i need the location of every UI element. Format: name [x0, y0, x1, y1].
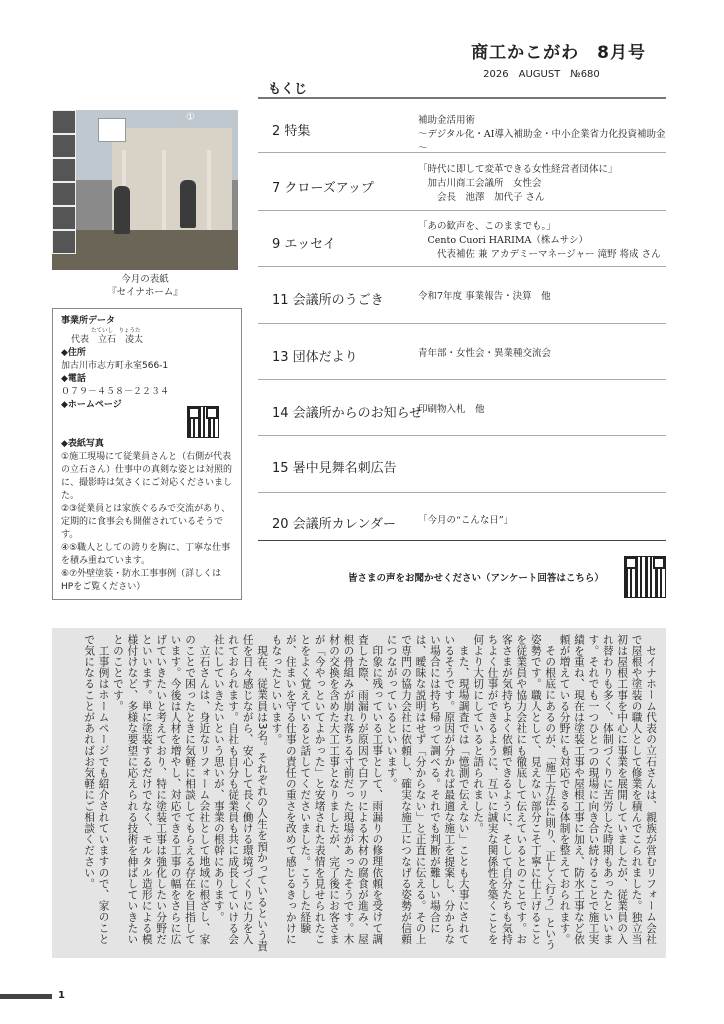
- toc-desc: 青年部・女性会・異業種交流会: [418, 348, 552, 359]
- photo-note: ⑥⑦外壁塗装・防水工事事例（詳しくはHPをご覧ください）: [61, 569, 222, 592]
- toc-row[interactable]: [258, 211, 666, 267]
- photo-note: ①施工現場にて従業員さんと（右側が代表の立石さん）仕事中の真剣な姿とは対照的に、撮影時は気さくにご対応くださいました。: [61, 452, 233, 501]
- address-heading: ◆住所: [61, 348, 86, 358]
- toc-desc: 「時代に即して変革できる女性経営者団体に」 加古川商工会議所 女性会 会長 池澤 加代子 さん: [418, 164, 618, 203]
- photo-notes-heading: ◆表紙写真: [61, 439, 104, 449]
- toc-section: 11 会議所のうごき: [272, 293, 384, 308]
- article-paragraph: セイナホーム代表の立石さんは、親族が営むリフォーム会社で屋根や塗装の職人として修業を積んでこられました。独立当初は屋根工事を中心に事業を展開していましたが、従業員の入れ替わりも多く、体制づくりに苦労した時期もあったといいます。それでも一つひとつの現場に向き合い続けることで施工実績を重ね、現在は塗装工事や屋根工事に加え、防水工事など依頼が増えている分野にも対応できる体制を整えておられます。: [558, 634, 657, 945]
- table-of-contents: [258, 100, 666, 547]
- representative: 代表 立石 凌太: [71, 335, 144, 345]
- toc-desc: 「あの歓声を、このままでも。」 Cento Cuori HARIMA（株ムサシ） 代表補佐 兼 アカデミーマネージャー 滝野 将成 さん: [418, 221, 661, 260]
- article-paragraph: その根底にあるのが、「施工方法に則り、正しく行う」という姿勢です。職人として、見えない部分こそ丁寧に仕上げることを従業員や協力会社にも徹底して伝えているとのことです。お客さまが気持ちよく依頼できるように、そして自分たちも気持ちよく仕事ができるように、互いに誠実な関係性を築くことを何より大切にしていると語られました。: [472, 634, 557, 951]
- toc-section: 2 特集: [272, 124, 311, 139]
- toc-desc: 「今月の“こんな日”」: [418, 515, 514, 526]
- toc-bottom-rule: [258, 540, 666, 541]
- phone-number: ０７９－４５８－２２３４: [61, 387, 170, 397]
- toc-section: 7 クローズアップ: [272, 181, 374, 196]
- toc-row[interactable]: [258, 324, 666, 380]
- photo-note: ②③従業員とは家族ぐるみで交流があり、定期的に食事会も開催されているそうです。: [61, 504, 231, 540]
- thumb-4: [52, 158, 76, 182]
- thumb-5: [52, 182, 76, 206]
- magazine-title: 商工かこがわ 8月号: [471, 43, 646, 63]
- worker-figure: [114, 186, 130, 234]
- survey-prompt: 皆さまの声をお聞かせください（アンケート回答はこちら）: [348, 573, 604, 584]
- toc-section: 20 会議所カレンダー: [272, 517, 396, 532]
- article-paragraph: また、現場調査では「憶測で伝えない」ことも大事にされているそうです。原因が分かれば最適な施工を提案し、分からない場合には持ち帰って調べる。それでも判断が難しい場合には、曖昧な説明はせず「分からない」と正直に伝える。その上で専門の協力会社に依頼し、確実な施工につなげる姿勢が信頼につながっているといいます。: [385, 634, 470, 945]
- toc-desc: 令和7年度 事業報告・決算 他: [418, 291, 551, 302]
- toc-section: 15 暑中見舞名刺広告: [272, 461, 397, 476]
- cover-photo: [52, 110, 238, 270]
- homepage-heading: ◆ホームページ: [61, 400, 122, 410]
- toc-section: 14 会議所からのお知らせ: [272, 406, 423, 421]
- article-paragraph: 現在、従業員は3名。それぞれの人生を預かっているという責任を日々感じながら、安心して長く働ける環境づくりに力を入れておられます。自社も自分も従業員も共に成長していける会社にしていきたいという思いが、事業の根幹にあります。: [212, 634, 269, 952]
- cover-caption: 今月の表紙 『セイナホーム』: [107, 274, 183, 298]
- toc-heading: もくじ: [268, 82, 308, 97]
- toc-row[interactable]: [258, 436, 666, 493]
- phone-heading: ◆電話: [61, 374, 86, 384]
- worker-figure: [180, 180, 196, 228]
- toc-row[interactable]: [258, 380, 666, 436]
- rep-ruby: たていし りょうた: [91, 328, 141, 334]
- photo-note: ④⑤職人としての誇りを胸に、丁寧な仕事を積み重ねています。: [61, 543, 231, 566]
- toc-desc: 補助金活用術 ～デジタル化・AI導入補助金・中小企業省力化投資補助金～: [418, 115, 666, 154]
- survey-qr-code[interactable]: [624, 556, 666, 598]
- article-paragraph: 工事例はホームページでも紹介されていますので、家のことで気になることがあればお気軽にご相談ください。: [83, 634, 110, 945]
- thumb-7: [52, 230, 76, 254]
- toc-section: 13 団体だより: [272, 350, 358, 365]
- thumb-2: [52, 110, 76, 134]
- toc-row[interactable]: [258, 100, 666, 153]
- photo-badge: ①: [186, 112, 195, 123]
- article-paragraph: 印象に残っている工事として、雨漏りの修理依頼を受けて調査した際、雨漏りが原因で白アリによる木材の腐食が進み、屋根の骨組みが崩れ落ちる寸前だった現場があったそうです。木材の交換を含めた大工工事となりましたが、完了後にお客さまが「今やっといてよかった」と安堵された表情を見せられたことをよく覚えていると話してくださいました。こうした経験が、住まいを守る仕事の責任の重さを改めて感じるきっかけにもなったといいます。: [270, 634, 384, 945]
- thumb-6: [52, 206, 76, 230]
- masthead: [471, 38, 646, 80]
- article-body: [60, 634, 658, 952]
- toc-row[interactable]: [258, 153, 666, 211]
- thumb-3: [52, 134, 76, 158]
- toc-row[interactable]: [258, 267, 666, 324]
- address: 加古川市志方町永室566-1: [61, 361, 169, 371]
- company-logo: [98, 118, 126, 142]
- toc-row[interactable]: [258, 493, 666, 547]
- toc-section: 9 エッセイ: [272, 237, 336, 252]
- company-data-heading: 事業所データ: [61, 316, 116, 326]
- footer-bar: [0, 994, 52, 999]
- company-info-box: [52, 308, 242, 600]
- toc-desc: 印刷物入札 他: [418, 404, 485, 415]
- homepage-qr-code[interactable]: [187, 406, 219, 438]
- toc-top-rule: [258, 97, 666, 99]
- article-paragraph: 立石さんは、身近なリフォーム会社として地域に根ざし、家のことで困ったときに気軽に相談してもらえる存在を目指しています。今後は人材を増やし、対応できる工事の幅をさらに広げていきたいと考えており、特に塗装工事は強化したい分野だといいます。単に塗装するだけでなく、モルタル造形による模様付けなど、多様な要望に応えられる技術を伸ばしていきたいとのことです。: [111, 634, 211, 945]
- issue-line: 2026 AUGUST №680: [483, 69, 600, 80]
- page-number: 1: [58, 990, 65, 1001]
